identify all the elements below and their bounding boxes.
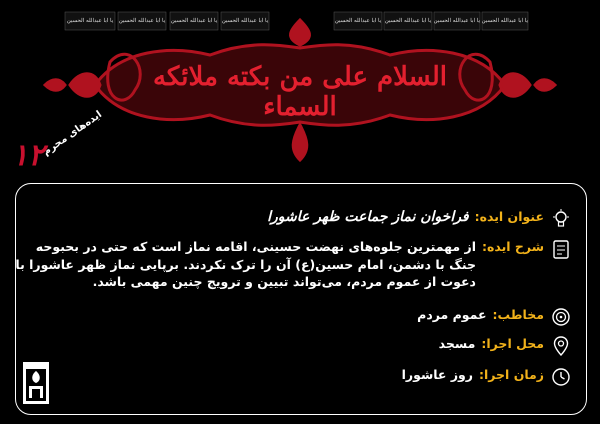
time-row xyxy=(402,366,572,388)
audience-value: عموم مردم xyxy=(417,307,487,322)
top-calligraphy-item: یا ابا عبدالله الحسین xyxy=(118,18,166,24)
audience-row xyxy=(417,306,572,328)
idea-number-badge: ۱۲ xyxy=(12,138,45,173)
location-row xyxy=(439,335,572,357)
location-label: محل اجرا: xyxy=(481,336,544,351)
title-row xyxy=(267,208,572,230)
top-calligraphy-item: یا ابا عبدالله الحسین xyxy=(221,18,269,24)
badge-caption: ایده‌های محرم xyxy=(41,109,105,158)
location-pin-icon xyxy=(550,335,572,357)
description-row xyxy=(6,238,572,291)
location-value: مسجد xyxy=(438,336,476,351)
lightbulb-icon xyxy=(550,208,572,230)
top-calligraphy-item: یا ابا عبدالله الحسین xyxy=(334,18,382,24)
top-calligraphy-item: یا ابا عبدالله الحسین xyxy=(66,18,114,24)
description-label: شرح ایده: xyxy=(481,239,544,254)
clock-icon xyxy=(550,366,572,388)
title-value: فراخوان نماز جماعت ظهر عاشورا xyxy=(267,209,469,225)
organization-logo xyxy=(22,361,50,405)
top-calligraphy-item: یا ابا عبدالله الحسین xyxy=(170,18,218,24)
top-calligraphy-item: یا ابا عبدالله الحسین xyxy=(384,18,432,24)
document-icon xyxy=(550,238,572,260)
banner-calligraphy: السلام علی من بکته ملائکه السماء xyxy=(152,62,448,122)
description-value: از مهمترین جلوه‌های نهضت حسینی، اقامه نماز است که حتی در بحبوحه جنگ با دشمن، امام حسین(ع) آن را ترک نکردند. برپایی نماز ظهر عاشورا با دعوت از عموم مردم، می‌تواند تبیین و ترویج چنین مهمی باشد. xyxy=(15,239,476,289)
title-label: عنوان ایده: xyxy=(474,209,544,224)
time-value: روز عاشورا xyxy=(401,367,473,382)
top-calligraphy-item: یا ابا عبدالله الحسین xyxy=(434,18,480,24)
time-label: زمان اجرا: xyxy=(478,367,544,382)
audience-label: مخاطب: xyxy=(492,307,544,322)
top-calligraphy-item: یا ابا عبدالله الحسین xyxy=(482,18,528,24)
target-icon xyxy=(550,306,572,328)
